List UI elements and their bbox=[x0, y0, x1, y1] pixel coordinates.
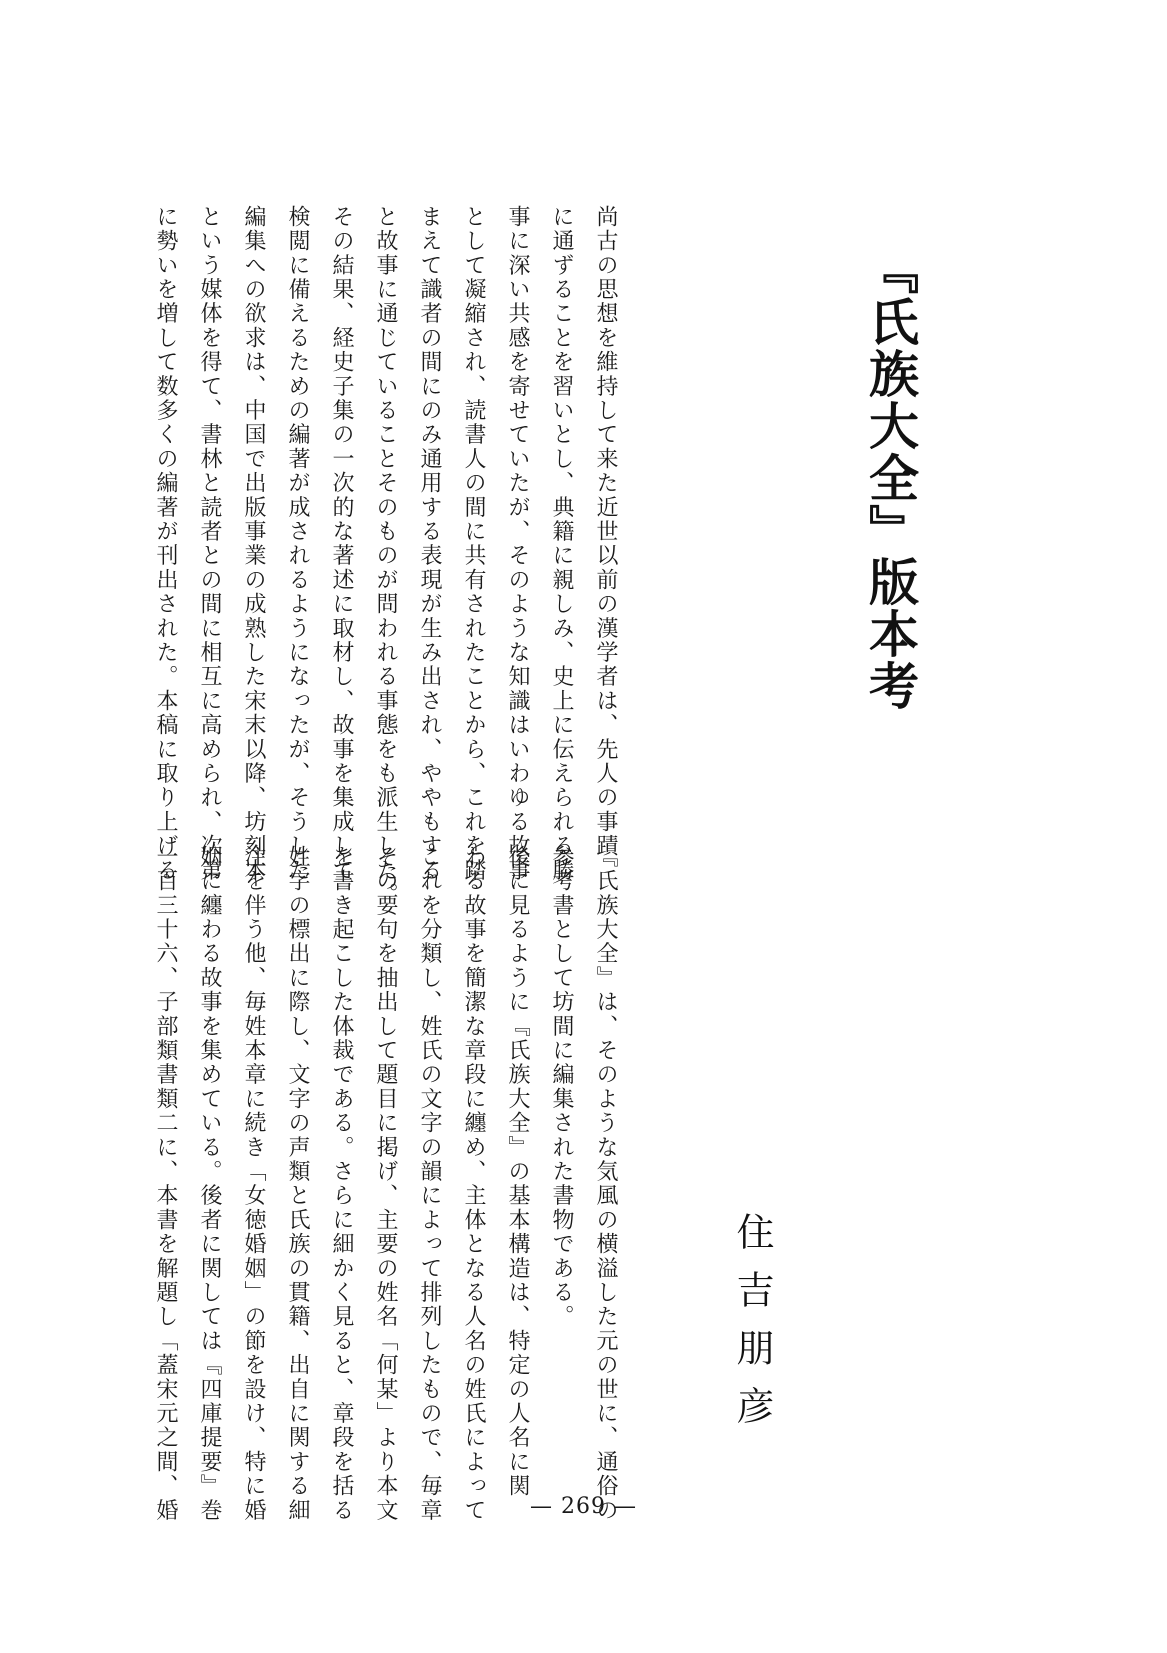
text-column: 姓字の標出に際し、文字の声類と氏族の貫籍、出自に関する細 bbox=[285, 845, 310, 1523]
text-column: 編集への欲求は、中国で出版事業の成熟した宋末以降、坊刻本 bbox=[241, 205, 266, 883]
text-column: に勢いを増して数多くの編著が刊出された。本稿に取り上げる bbox=[153, 205, 178, 883]
text-column: という媒体を得て、書林と読者との間に相互に高められ、次第 bbox=[197, 205, 222, 883]
body-text-upper bbox=[153, 205, 627, 907]
author-name: 住吉朋彦 bbox=[730, 1212, 774, 1444]
text-column: 一百三十六、子部類書類二に、本書を解題し「蓋宋元之間、婚 bbox=[153, 845, 178, 1523]
text-column: を書き起こした体裁である。さらに細かく見ると、章段を括る bbox=[329, 845, 354, 1523]
article-title: 『氏族大全』版本考 bbox=[861, 244, 920, 712]
page-number: — 269 — bbox=[530, 1494, 637, 1519]
text-column: 尚古の思想を維持して来た近世以前の漢学者は、先人の事蹟 bbox=[593, 205, 618, 859]
text-column: 事に深い共感を寄せていたが、そのような知識はいわゆる故事 bbox=[505, 205, 530, 883]
text-column: その結果、経史子集の一次的な著述に取材し、故事を集成して bbox=[329, 205, 354, 883]
text-column: と故事に通じていることそのものが問われる事態をも派生した。 bbox=[373, 205, 398, 907]
text-column: 後に見るように『氏族大全』の基本構造は、特定の人名に関 bbox=[505, 845, 530, 1499]
text-column: 姻に纏わる故事を集めている。後者に関しては『四庫提要』巻 bbox=[197, 845, 222, 1523]
text-column: 検閲に備えるための編著が成されるようになったが、そうした bbox=[285, 205, 310, 883]
text-column: 『氏族大全』は、そのような気風の横溢した元の世に、通俗の bbox=[593, 845, 618, 1523]
text-column: として凝縮され、読書人の間に共有されたことから、これを踏 bbox=[461, 205, 486, 883]
text-column: 参考書として坊間に編集された書物である。 bbox=[549, 845, 574, 1329]
text-column: 注を伴う他、毎姓本章に続き「女徳婚姻」の節を設け、特に婚 bbox=[241, 845, 266, 1523]
text-column: まえて識者の間にのみ通用する表現が生み出され、ややもする bbox=[417, 205, 442, 883]
text-column: に通ずることを習いとし、典籍に親しみ、史上に伝えられる勝 bbox=[549, 205, 574, 883]
text-column: その要句を抽出して題目に掲げ、主要の姓名「何某」より本文 bbox=[373, 845, 398, 1523]
text-column: これを分類し、姓氏の文字の韻によって排列したもので、毎章 bbox=[417, 845, 442, 1523]
text-column: わる故事を簡潔な章段に纏め、主体となる人名の姓氏によって bbox=[461, 845, 486, 1523]
